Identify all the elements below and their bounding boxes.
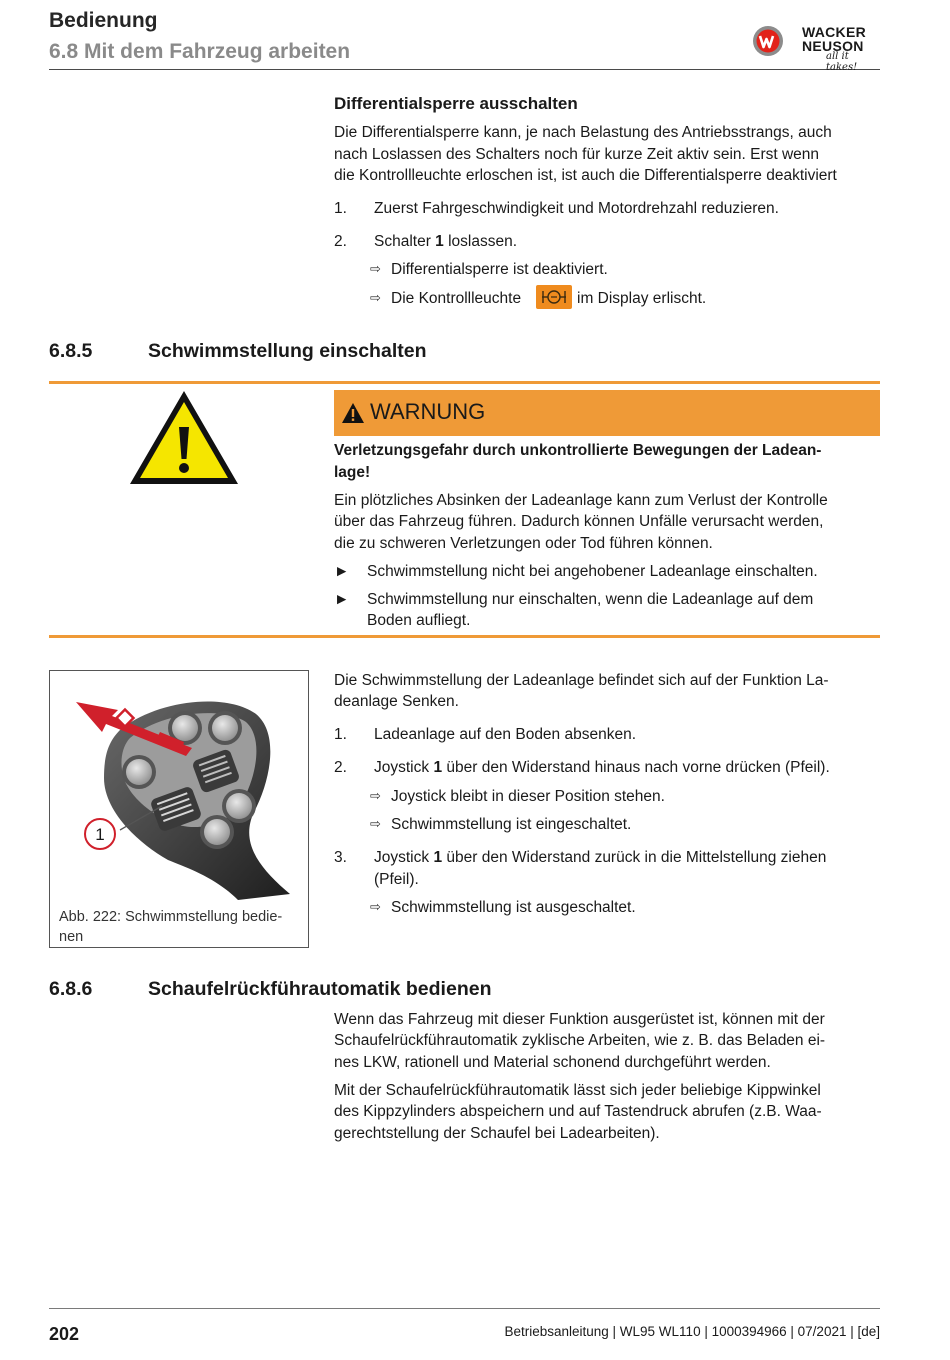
result-text: Schwimmstellung ist eingeschaltet. [391,816,632,833]
result-arrow-icon: ⇨ [370,816,381,831]
logo-tagline: all it takes! [826,51,858,73]
section-title: Schaufelrückführautomatik bedienen [148,978,492,1000]
figure-caption: Abb. 222: Schwimmstellung bedie- nen [59,909,283,945]
page-number: 202 [49,1324,80,1344]
paragraph-line: des Kippzylinders abspeichern und auf Tastendruck abrufen (z.B. Waa- [334,1103,822,1120]
result-arrow-icon: ⇨ [370,261,381,276]
differential-lock-lamp-icon [536,285,572,309]
header-divider [49,69,880,70]
section-title: Schwimmstellung einschalten [148,340,427,362]
paragraph-line: Mit der Schaufelrückführautomatik lässt sich jeder beliebige Kippwinkel [334,1082,821,1099]
step-text: (Pfeil). [374,871,419,888]
warning-body-line: Ein plötzliches Absinken der Ladeanlage kann zum Verlust der Kontrolle [334,492,828,509]
result-arrow-icon: ⇨ [370,899,381,914]
step-text: Ladeanlage auf den Boden absenken. [374,726,637,743]
logo-emblem-icon [752,25,784,57]
warning-body-line: die zu schweren Verletzungen oder Tod führen können. [334,535,713,552]
bullet-triangle-icon: ► [334,563,350,580]
warning-body-line: über das Fahrzeug führen. Dadurch können Unfälle verursacht werden, [334,513,824,530]
logo-wordmark-line2: NEUSON [802,38,864,54]
step-text: Joystick 1 über den Widerstand zurück in die Mittelstellung ziehen [374,849,827,866]
bullet-triangle-icon: ► [334,591,350,608]
diff-lock-intro-line: die Kontrollleuchte erloschen ist, ist auch die Differentialsperre deaktiviert [334,167,837,184]
result-text: Differentialsperre ist deaktiviert. [391,261,608,278]
warning-bullet: Boden aufliegt. [367,612,471,629]
step-text: Schalter 1 loslassen. [374,233,518,250]
step-number: 1. [334,200,347,217]
result-text: Die Kontrollleuchte [391,290,522,307]
paragraph-line: Wenn das Fahrzeug mit dieser Funktion ausgerüstet ist, können mit der [334,1011,825,1028]
step-number: 2. [334,759,347,776]
diff-lock-heading: Differentialsperre ausschalten [334,94,578,113]
logo-wordmark-line1: WACKER [802,24,867,40]
result-arrow-icon: ⇨ [370,290,381,305]
step-text: Joystick 1 über den Widerstand hinaus nach vorne drücken (Pfeil). [374,759,830,776]
result-text: im Display erlischt. [577,290,707,307]
result-arrow-icon: ⇨ [370,788,381,803]
diff-lock-intro-line: nach Loslassen des Schalters noch für kurze Zeit aktiv sein. Erst wenn [334,146,820,163]
warning-top-rule [49,381,880,384]
step-number: 2. [334,233,347,250]
section-intro-line: Die Schwimmstellung der Ladeanlage befindet sich auf der Funktion La- [334,672,829,689]
step-text: Zuerst Fahrgeschwindigkeit und Motordrehzahl reduzieren. [374,200,779,217]
footer-divider [49,1308,880,1309]
warning-headline: lage! [334,464,371,481]
warning-small-icon [341,402,365,424]
warning-bullet: Schwimmstellung nur einschalten, wenn die Ladeanlage auf dem [367,591,814,608]
section-number: 6.8.6 [49,978,93,1000]
diff-lock-intro-line: Die Differentialsperre kann, je nach Belastung des Antriebsstrangs, auch [334,124,832,141]
document-info: Betriebsanleitung | WL95 WL110 | 1000394966 | 07/2021 | [de] [504,1324,880,1339]
warning-triangle-icon [128,389,240,487]
wacker-neuson-logo [752,20,882,73]
step-number: 1. [334,726,347,743]
chapter-title: Bedienung [49,9,158,32]
figure-callout: 1 [95,825,105,844]
warning-headline: Verletzungsgefahr durch unkontrollierte Bewegungen der Ladean- [334,442,822,459]
warning-bullet: Schwimmstellung nicht bei angehobener Ladeanlage einschalten. [367,563,818,580]
paragraph-line: nes LKW, rationell und Material schonend durchgeführt werden. [334,1054,771,1071]
paragraph-line: Schaufelrückführautomatik zyklische Arbeiten, wie z. B. das Beladen ei- [334,1032,826,1049]
step-number: 3. [334,849,347,866]
result-text: Joystick bleibt in dieser Position stehen. [391,788,665,805]
section-intro-line: deanlage Senken. [334,693,459,710]
result-text: Schwimmstellung ist ausgeschaltet. [391,899,636,916]
warning-bottom-rule [49,635,880,638]
section-number: 6.8.5 [49,340,93,362]
paragraph-line: gerechtstellung der Schaufel bei Ladearbeiten). [334,1125,660,1142]
warning-label: WARNUNG [370,399,486,424]
joystick-illustration [58,682,300,900]
section-subtitle: 6.8 Mit dem Fahrzeug arbeiten [49,40,351,63]
